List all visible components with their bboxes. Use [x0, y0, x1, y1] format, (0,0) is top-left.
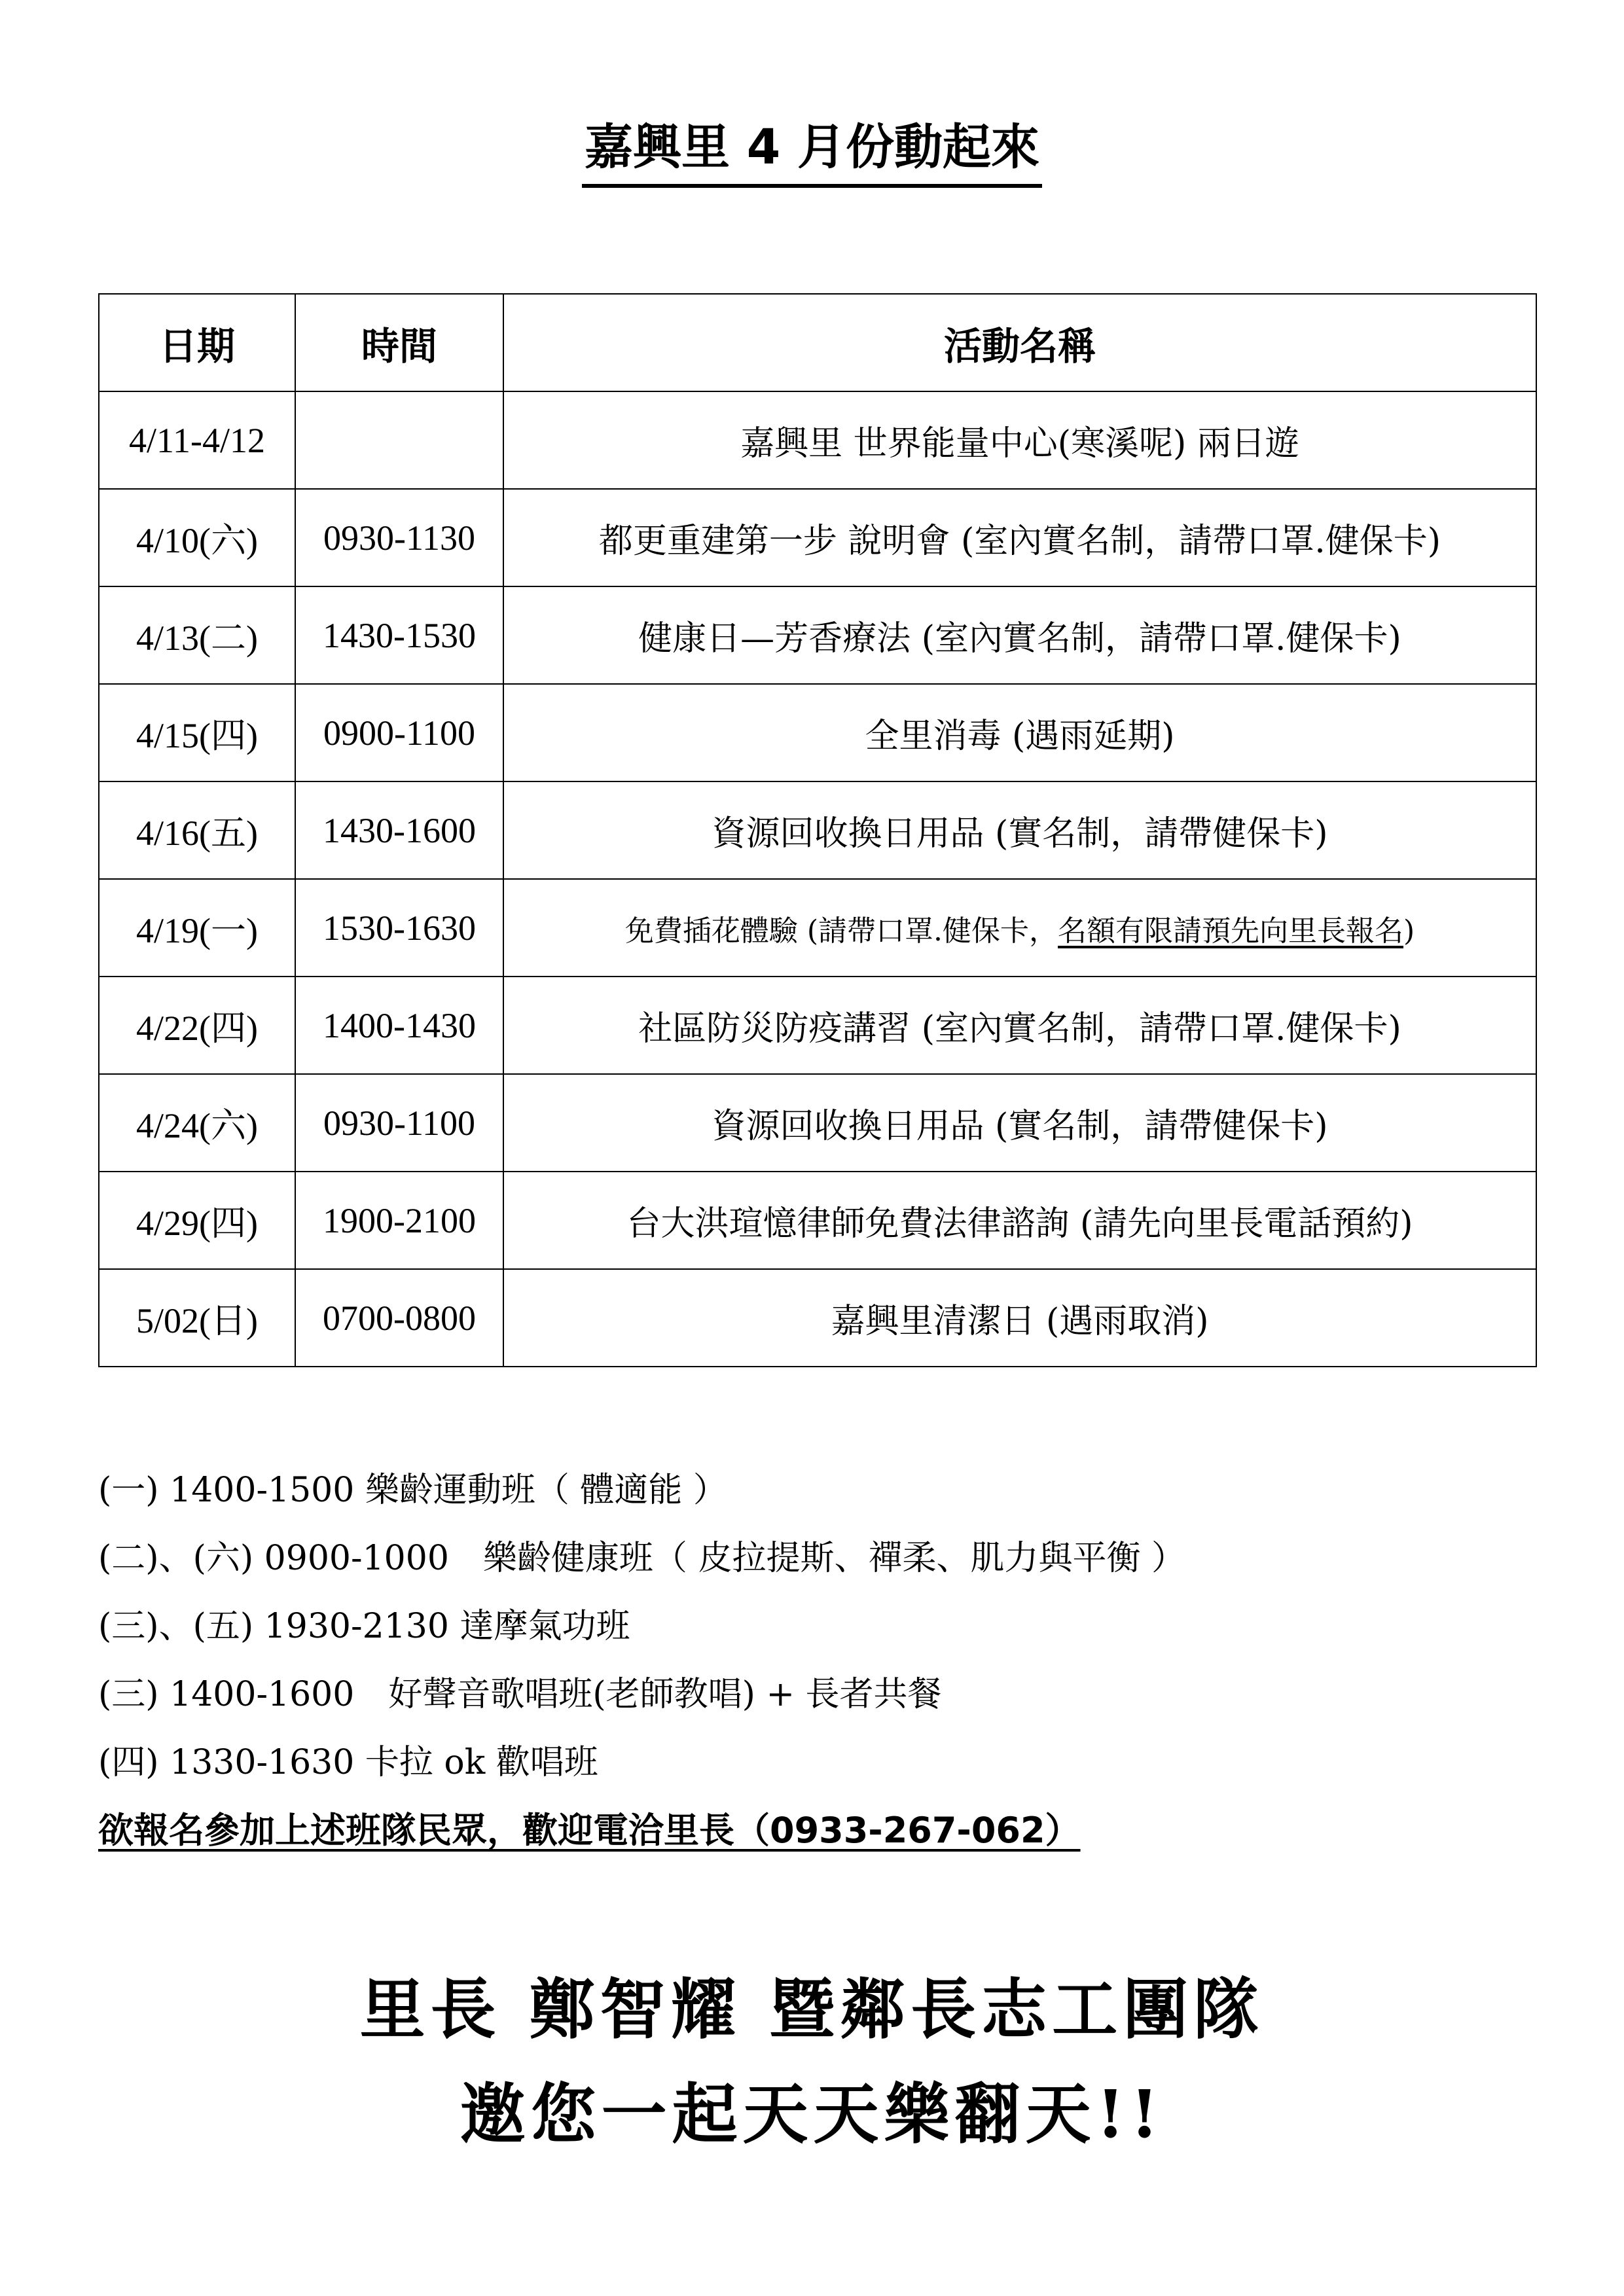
class-note: (一) 1400-1500 樂齡運動班（ 體適能 ）: [98, 1471, 727, 1510]
cell-date: 4/24(六): [99, 1074, 295, 1172]
cell-time: 1530-1630: [295, 879, 503, 977]
header-date: 日期: [99, 294, 295, 391]
table-row: [99, 1172, 1536, 1269]
table-row: [99, 489, 1536, 586]
table-row: [99, 684, 1536, 781]
cell-activity-name: 台大洪瑄憶律師免費法律諮詢 (請先向里長電話預約): [503, 1172, 1536, 1269]
cell-activity-name: 健康日—芳香療法 (室內實名制，請帶口罩.健保卡): [503, 586, 1536, 684]
cell-time: 1430-1530: [295, 586, 503, 684]
activity-name-text: 免費插花體驗 (請帶口罩.健保卡，: [624, 914, 1058, 948]
activity-name-suffix: ): [1403, 914, 1415, 948]
cell-date: 4/10(六): [99, 489, 295, 586]
header-activity-name: 活動名稱: [503, 294, 1536, 391]
cell-time: 1400-1430: [295, 977, 503, 1074]
activity-schedule-table: [98, 293, 1537, 1367]
closing-line-2: 邀您一起天天樂翻天!!: [460, 2075, 1164, 2153]
table-row: [99, 1074, 1536, 1172]
cell-activity-name: [503, 879, 1536, 977]
cell-time: 1900-2100: [295, 1172, 503, 1269]
cell-date: 4/15(四): [99, 684, 295, 781]
cell-date: 4/11-4/12: [99, 391, 295, 489]
cell-activity-name: 社區防災防疫講習 (室內實名制，請帶口罩.健保卡): [503, 977, 1536, 1074]
cell-activity-name: 嘉興里清潔日 (遇雨取消): [503, 1269, 1536, 1367]
table-row: [99, 1269, 1536, 1367]
cell-date: 5/02(日): [99, 1269, 295, 1367]
table-row: [99, 879, 1536, 977]
table-row: [99, 977, 1536, 1074]
class-note: (三)、(五) 1930-2130 達摩氣功班: [98, 1607, 630, 1646]
cell-date: 4/13(二): [99, 586, 295, 684]
cell-date: 4/29(四): [99, 1172, 295, 1269]
class-note: (四) 1330-1630 卡拉 ok 歡唱班: [98, 1743, 598, 1782]
cell-time: 0900-1100: [295, 684, 503, 781]
table-header-row: [99, 294, 1536, 391]
cell-date: 4/22(四): [99, 977, 295, 1074]
cell-time: 1430-1600: [295, 781, 503, 879]
cell-activity-name: 資源回收換日用品 (實名制，請帶健保卡): [503, 781, 1536, 879]
class-note: (三) 1400-1600 好聲音歌唱班(老師教唱) + 長者共餐: [98, 1675, 942, 1714]
cell-time: 0930-1130: [295, 489, 503, 586]
page-title: [0, 115, 1624, 188]
cell-activity-name: 嘉興里 世界能量中心(寒溪呢) 兩日遊: [503, 391, 1536, 489]
class-schedule-notes: [98, 1456, 1536, 1865]
table-row: [99, 391, 1536, 489]
cell-time: 0930-1100: [295, 1074, 503, 1172]
registration-note: 名額有限請預先向里長報名: [1057, 914, 1403, 948]
cell-activity-name: 全里消毒 (遇雨延期): [503, 684, 1536, 781]
page-title-text: 嘉興里 4 月份動起來: [582, 115, 1042, 188]
signup-contact: 欲報名參加上述班隊民眾，歡迎電洽里長（0933-267-062）: [98, 1810, 1081, 1851]
cell-time: [295, 391, 503, 489]
table-row: [99, 781, 1536, 879]
cell-time: 0700-0800: [295, 1269, 503, 1367]
cell-date: 4/19(一): [99, 879, 295, 977]
class-note: (二)、(六) 0900-1000 樂齡健康班（ 皮拉提斯、禪柔、肌力與平衡 ）: [98, 1539, 1185, 1578]
header-time: 時間: [295, 294, 503, 391]
cell-date: 4/16(五): [99, 781, 295, 879]
cell-activity-name: 資源回收換日用品 (實名制，請帶健保卡): [503, 1074, 1536, 1172]
closing-line-1: 里長 鄭智耀 暨鄰長志工團隊: [359, 1971, 1265, 2048]
signup-line: [98, 1797, 1536, 1865]
cell-activity-name: 都更重建第一步 說明會 (室內實名制，請帶口罩.健保卡): [503, 489, 1536, 586]
table-row: [99, 586, 1536, 684]
